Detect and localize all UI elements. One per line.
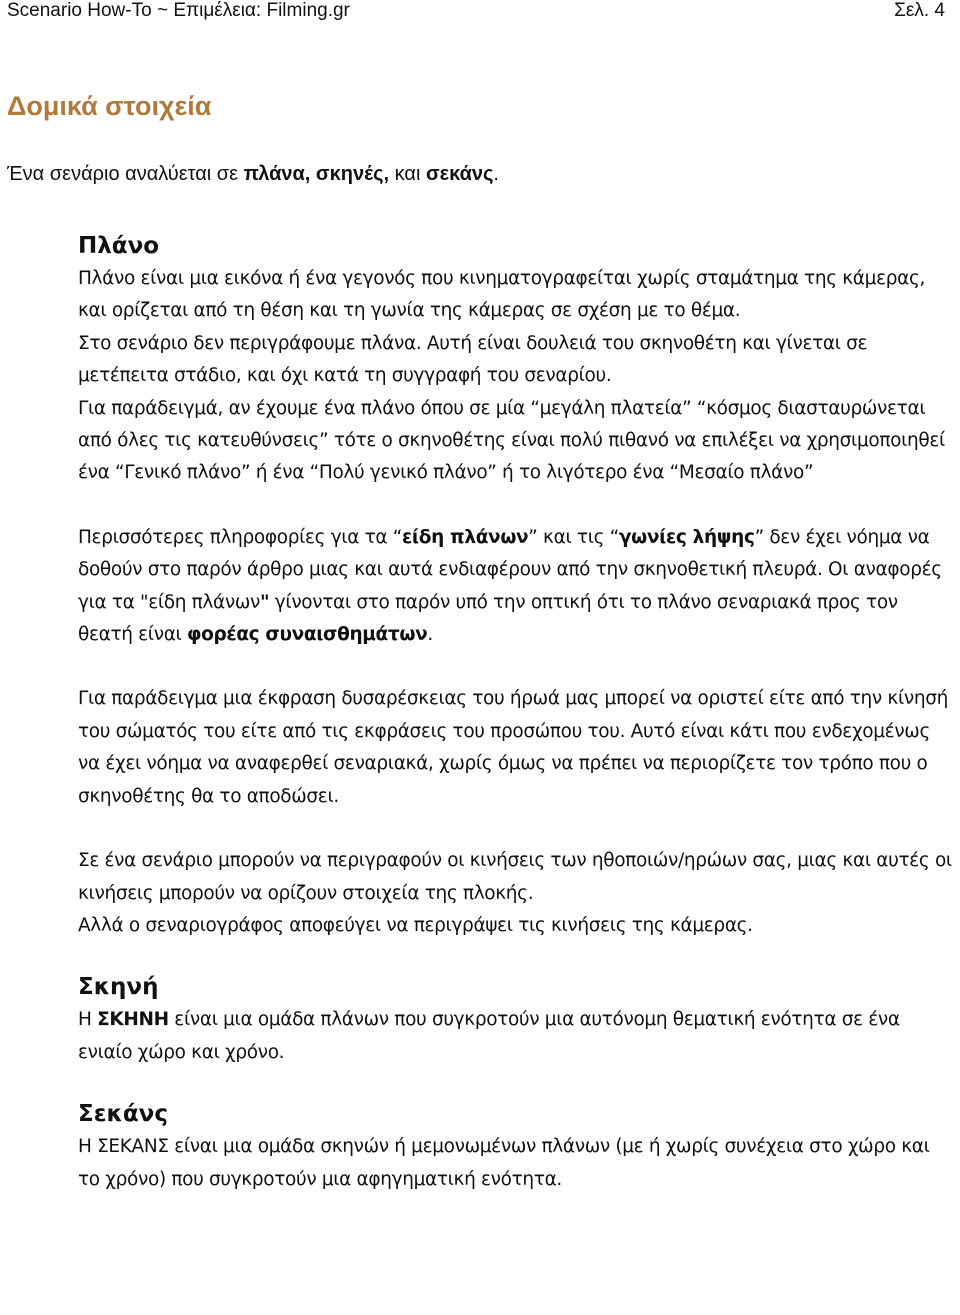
intro-middle: και (389, 163, 426, 185)
intro-paragraph (7, 158, 947, 190)
plano-paragraph-6: Σε ένα σενάριο μπορούν να περιγραφούν οι κινήσεις των ηθοποιών/ηρώων σας, μιας και αυτές οι κινήσεις μπορούν να ορίζουν στοιχεία της πλοκής. (78, 850, 952, 904)
plano-paragraph-2: Στο σενάριο δεν περιγράφουμε πλάνα. Αυτή είναι δουλειά του σκηνοθέτη και γίνεται σε μετέπειτα στάδιο, και όχι κατά τη συγγραφή του σεναρίου. (78, 332, 868, 387)
spacer (78, 813, 956, 845)
page-number: Σελ. 4 (894, 0, 945, 21)
plano-paragraph-5: Για παράδειγμα μια έκφραση δυσαρέσκειας του ήρωά μας μπορεί να οριστεί είτε από την κίνησή του σώματός του είτε από τις εκφράσεις του προσώπου του. Αυτό είναι κάτι που ενδεχομένως να έχει νόημα να αναφερθεί σεναριακά, χωρίς όμως να πρέπει να περιορίζετε τον τρόπο που ο σκηνοθέτης θα το αποδώσει. (78, 688, 948, 807)
main-content (78, 229, 956, 1196)
p4-text-4: γίνονται στο παρόν υπό την οπτική ότι το πλάνο σεναριακά προς τον θεατή είναι (78, 591, 898, 646)
spacer (78, 651, 956, 683)
spacer (78, 942, 956, 970)
page-header (0, 0, 960, 26)
intro-prefix: Ένα σενάριο αναλύεται σε (7, 163, 244, 185)
skini-text-2: είναι μια ομάδα πλάνων που συγκροτούν μια αυτόνομη θεματική ενότητα σε ένα ενιαίο χώρο και χρόνο. (78, 1009, 900, 1063)
plano-paragraph-3: Για παράδειγμά, αν έχουμε ένα πλάνο όπου σε μία “μεγάλη πλατεία” “κόσμος διασταυρώνεται από όλες τις κατευθύνσεις” τότε ο σκηνοθέτης είναι πολύ πιθανό να επιλέξει να χρησιμοποιηθεί ένα “Γενικό πλάνο” ή ένα “Πολύ γενικό πλάνο” ή το λιγότερο ένα “Μεσαίο πλάνο” (78, 397, 945, 484)
heading-sekans: Σεκάνς (78, 1101, 168, 1128)
heading-plano: Πλάνο (78, 233, 160, 259)
plano-paragraph-1: Πλάνο είναι μια εικόνα ή ένα γεγονός που κινηματογραφείται χωρίς σταμάτημα της κάμερας, και ορίζεται από τη θέση και τη γωνία της κάμερας σε σχέση με το θέμα. (78, 268, 925, 322)
sekans-paragraph: Η ΣΕΚΑΝΣ είναι μια ομάδα σκηνών ή μεμονωμένων πλάνων (με ή χωρίς συνέχεια στο χώρο και το χρόνο) που συγκροτούν μια αφηγηματική ενότητα. (78, 1136, 930, 1190)
header-source: Scenario How-To ~ Επιμέλεια: Filming.gr (7, 0, 350, 21)
intro-suffix: . (493, 163, 499, 185)
intro-bold-2: σεκάνς (425, 163, 494, 185)
p4-text-1: Περισσότερες πληροφορίες για τα “ (78, 526, 402, 548)
p4-bold-quote: " (259, 591, 270, 613)
intro-bold-1: πλάνα, σκηνές, (243, 163, 390, 185)
skini-bold: ΣΚΗΝΗ (97, 1009, 169, 1031)
skini-paragraph (78, 1004, 956, 1069)
p4-bold-eidi-planon: είδη πλάνων (401, 526, 529, 548)
p4-text-5: . (427, 624, 433, 646)
spacer (78, 490, 956, 522)
p4-text-2: ” και τις “ (528, 526, 619, 548)
p4-bold-foreas: φορέας συναισθημάτων (187, 624, 428, 646)
section-title: Δομικά στοιχεία (7, 91, 212, 121)
plano-paragraph-7: Αλλά ο σεναριογράφος αποφεύγει να περιγράψει τις κινήσεις της κάμερας. (78, 914, 753, 936)
p4-text-3: ” δεν έχει νόημα να δοθούν στο παρόν άρθρο μιας και αυτά ενδιαφέρουν από την σκηνοθετική πλευρά. Οι αναφορές για τα "είδη πλάνων (78, 526, 942, 613)
skini-text-1: Η (78, 1009, 98, 1031)
plano-paragraph-4 (78, 522, 956, 652)
p4-bold-gonies-lipsis: γωνίες λήψης (618, 526, 755, 548)
spacer (78, 1069, 956, 1097)
heading-skini: Σκηνή (78, 974, 159, 1001)
